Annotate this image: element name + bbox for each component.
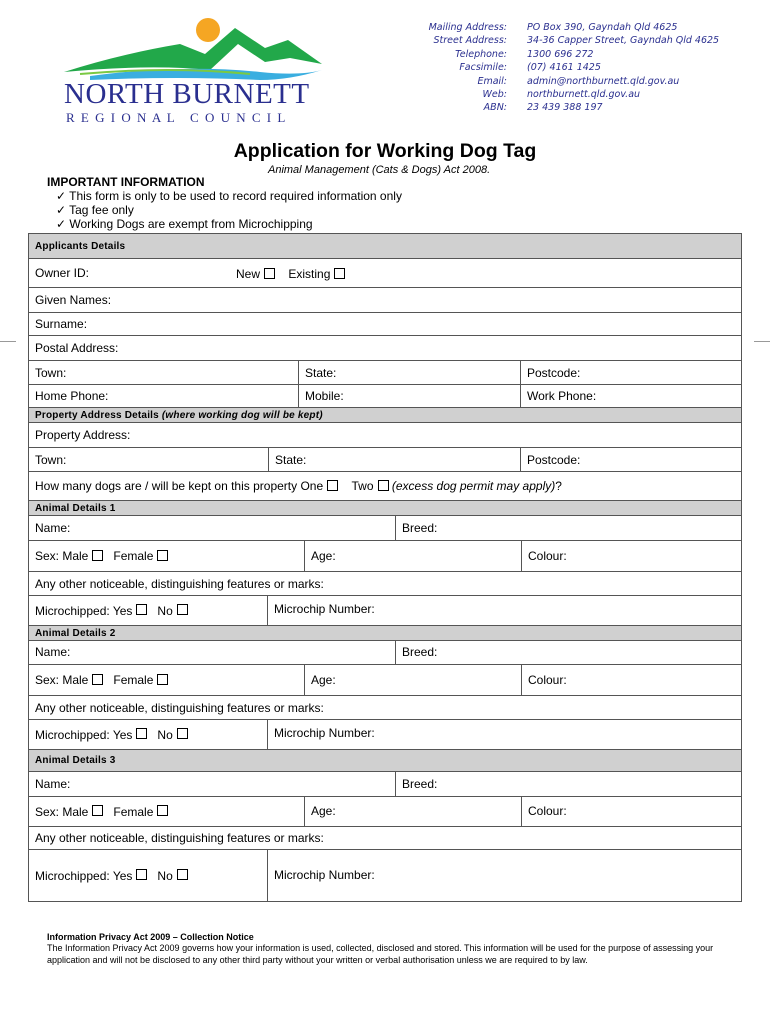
form-title: Application for Working Dog Tag (233, 140, 537, 162)
property-section-header (28, 407, 742, 423)
owner-id-row (28, 258, 742, 288)
animal-3-features-field[interactable] (28, 826, 742, 850)
animal-1-name-field[interactable] (28, 515, 396, 541)
animal-2-age-field[interactable] (304, 664, 522, 696)
breed-label: Breed: (402, 645, 438, 659)
fold-mark-left (0, 341, 16, 342)
animal-2-female-checkbox[interactable] (157, 674, 168, 685)
animal-1-female-checkbox[interactable] (157, 550, 168, 561)
features-label: Any other noticeable, distinguishing features or marks: (35, 576, 324, 591)
features-label: Any other noticeable, distinguishing features or marks: (35, 831, 324, 845)
form-subtitle: Animal Management (Cats & Dogs) Act 2008. (268, 164, 491, 176)
contact-label: Facsimile: (459, 62, 507, 74)
home-phone-label: Home Phone: (35, 389, 109, 403)
animal-2-name-field[interactable] (28, 640, 396, 665)
state-field[interactable] (298, 360, 521, 385)
microchip-number-label: Microchip Number: (274, 868, 375, 882)
contact-values (527, 21, 719, 115)
animal-1-male-checkbox[interactable] (92, 550, 103, 561)
important-list (56, 189, 402, 231)
contact-label: Telephone: (455, 48, 507, 60)
dog-count-row (28, 471, 742, 501)
work-phone-field[interactable] (520, 384, 742, 408)
animal-2-microchipped-row (28, 719, 268, 750)
contact-street-address: 34-36 Capper Street, Gayndah Qld 4625 (527, 35, 720, 47)
logo-title: NORTH BURNETT (64, 78, 310, 110)
privacy-text: The Information Privacy Act 2009 governs how your information is used, collected, disclosed and stored. This information will be used for the purpose of assessing your application and will not be disclosed to any other third party without your written or verbal authorisation unless we are required to by law. (47, 943, 714, 965)
contact-label: Email: (477, 75, 507, 87)
home-phone-field[interactable] (28, 384, 299, 408)
contact-labels (429, 21, 507, 115)
existing-label: Existing (288, 267, 331, 281)
microchip-number-label: Microchip Number: (274, 602, 375, 616)
features-label: Any other noticeable, distinguishing features or marks: (35, 700, 324, 715)
given-names-label: Given Names: (35, 293, 112, 307)
property-address-field[interactable] (28, 422, 742, 448)
animal-1-microchip-no-checkbox[interactable] (177, 604, 188, 615)
contact-abn: 23 439 388 197 (527, 102, 603, 114)
age-label: Age: (311, 673, 336, 687)
animal-3-microchip-number-field[interactable] (267, 849, 742, 902)
animal-3-age-field[interactable] (304, 796, 522, 827)
postal-address-field[interactable] (28, 335, 742, 361)
breed-label: Breed: (402, 777, 438, 791)
surname-field[interactable] (28, 312, 742, 336)
contact-label: Street Address: (433, 35, 507, 47)
property-header-title: Property Address Details (35, 409, 159, 421)
animal-1-microchip-yes-checkbox[interactable] (136, 604, 147, 615)
sex-male-label: Sex: Male (35, 673, 89, 687)
owner-id-label: Owner ID: (35, 266, 90, 280)
state-label: State: (305, 365, 337, 380)
female-label: Female (113, 804, 154, 819)
colour-label: Colour: (528, 804, 567, 818)
animal-2-sex-row (28, 664, 305, 696)
female-label: Female (113, 549, 154, 563)
colour-label: Colour: (528, 673, 567, 687)
microchip-number-label: Microchip Number: (274, 726, 375, 740)
important-item: ✓ Working Dogs are exempt from Microchipping (56, 217, 313, 231)
animal-3-name-field[interactable] (28, 771, 396, 797)
name-label: Name: (35, 777, 71, 791)
fold-mark-right (754, 341, 770, 342)
no-label: No (157, 727, 173, 742)
property-state-label: State: (275, 452, 307, 467)
excess-dog-note: (excess dog permit may apply) (391, 479, 556, 493)
name-label: Name: (35, 645, 71, 659)
important-item: ✓ This form is only to be used to record required information only (56, 189, 402, 203)
breed-label: Breed: (402, 521, 438, 535)
contact-email-link[interactable]: admin@northburnett.qld.gov.au (527, 75, 680, 87)
one-dog-checkbox[interactable] (327, 480, 338, 491)
contact-label: Web: (482, 89, 507, 101)
town-label: Town: (35, 365, 67, 380)
animal-2-breed-field[interactable] (395, 640, 742, 665)
animal-3-microchip-no-checkbox[interactable] (177, 869, 188, 880)
female-label: Female (113, 673, 154, 687)
town-field[interactable] (28, 360, 299, 385)
work-phone-label: Work Phone: (527, 389, 597, 403)
privacy-heading: Information Privacy Act 2009 – Collection Notice (47, 932, 254, 942)
animal-1-sex-row (28, 540, 305, 572)
no-label: No (157, 868, 173, 883)
animal-3-female-checkbox[interactable] (157, 805, 168, 816)
two-dogs-label: Two (351, 479, 374, 493)
contact-label: ABN: (483, 102, 507, 114)
given-names-field[interactable] (28, 287, 742, 313)
animal-1-breed-field[interactable] (395, 515, 742, 541)
property-town-field[interactable] (28, 447, 269, 472)
animal-3-microchip-yes-checkbox[interactable] (136, 869, 147, 880)
logo-subtitle: R E G I O N A L C O U N C I L (66, 110, 287, 125)
animal-2-microchip-number-field[interactable] (267, 719, 742, 750)
microchipped-yes-label: Microchipped: Yes (35, 868, 133, 883)
postcode-label: Postcode: (527, 365, 581, 380)
new-label: New (236, 267, 261, 281)
check-icon: ✓ (56, 217, 67, 231)
property-header-note: (where working dog will be kept) (161, 409, 323, 421)
property-address-label: Property Address: (35, 428, 131, 442)
contact-web-link[interactable]: northburnett.qld.gov.au (527, 89, 641, 101)
animal-3-breed-field[interactable] (395, 771, 742, 797)
check-icon: ✓ (56, 189, 67, 203)
property-postcode-field[interactable] (520, 447, 742, 472)
contact-facsimile: (07) 4161 1425 (527, 62, 601, 74)
property-state-field[interactable] (268, 447, 521, 472)
new-owner-checkbox[interactable] (264, 268, 275, 279)
property-town-label: Town: (35, 452, 67, 467)
two-dogs-checkbox[interactable] (378, 480, 389, 491)
surname-label: Surname: (35, 317, 88, 331)
animal-1-features-field[interactable] (28, 571, 742, 596)
animal-1-microchipped-row (28, 595, 268, 626)
important-item: ✓ Tag fee only (56, 203, 134, 217)
applicant-section-header: Applicants Details (28, 233, 742, 259)
animal-2-male-checkbox[interactable] (92, 674, 103, 685)
mobile-label: Mobile: (305, 389, 344, 403)
animal-1-microchip-number-field[interactable] (267, 595, 742, 626)
colour-label: Colour: (528, 549, 567, 563)
council-logo (60, 14, 330, 126)
animal-3-male-checkbox[interactable] (92, 805, 103, 816)
check-icon: ✓ (56, 203, 67, 217)
animal-1-colour-field[interactable] (521, 540, 742, 572)
animal-2-microchip-no-checkbox[interactable] (177, 728, 188, 739)
animal-2-colour-field[interactable] (521, 664, 742, 696)
animal-3-microchipped-row (28, 849, 268, 902)
animal-3-sex-row (28, 796, 305, 827)
important-heading: IMPORTANT INFORMATION (47, 175, 205, 189)
postal-address-label: Postal Address: (35, 341, 119, 355)
mobile-field[interactable] (298, 384, 521, 408)
microchipped-yes-label: Microchipped: Yes (35, 727, 133, 742)
name-label: Name: (35, 521, 71, 535)
microchipped-yes-label: Microchipped: Yes (35, 603, 133, 618)
dog-count-question: How many dogs are / will be kept on this property One (35, 479, 324, 493)
animal-2-features-field[interactable] (28, 695, 742, 720)
animal-3-header: Animal Details 3 (28, 749, 742, 772)
contact-label: Mailing Address: (428, 22, 507, 33)
question-mark: ? (555, 479, 562, 493)
animal-2-microchip-yes-checkbox[interactable] (136, 728, 147, 739)
sex-male-label: Sex: Male (35, 549, 89, 563)
animal-3-colour-field[interactable] (521, 796, 742, 827)
animal-2-header: Animal Details 2 (28, 625, 742, 641)
contact-telephone: 1300 696 272 (527, 48, 594, 60)
age-label: Age: (311, 804, 336, 818)
animal-1-header: Animal Details 1 (28, 500, 742, 516)
animal-1-age-field[interactable] (304, 540, 522, 572)
property-postcode-label: Postcode: (527, 452, 581, 467)
owner-id-options (236, 267, 345, 281)
sex-male-label: Sex: Male (35, 804, 89, 819)
age-label: Age: (311, 549, 336, 563)
existing-owner-checkbox[interactable] (334, 268, 345, 279)
postcode-field[interactable] (520, 360, 742, 385)
contact-mailing-address: PO Box 390, Gayndah Qld 4625 (527, 22, 678, 33)
no-label: No (157, 603, 173, 618)
